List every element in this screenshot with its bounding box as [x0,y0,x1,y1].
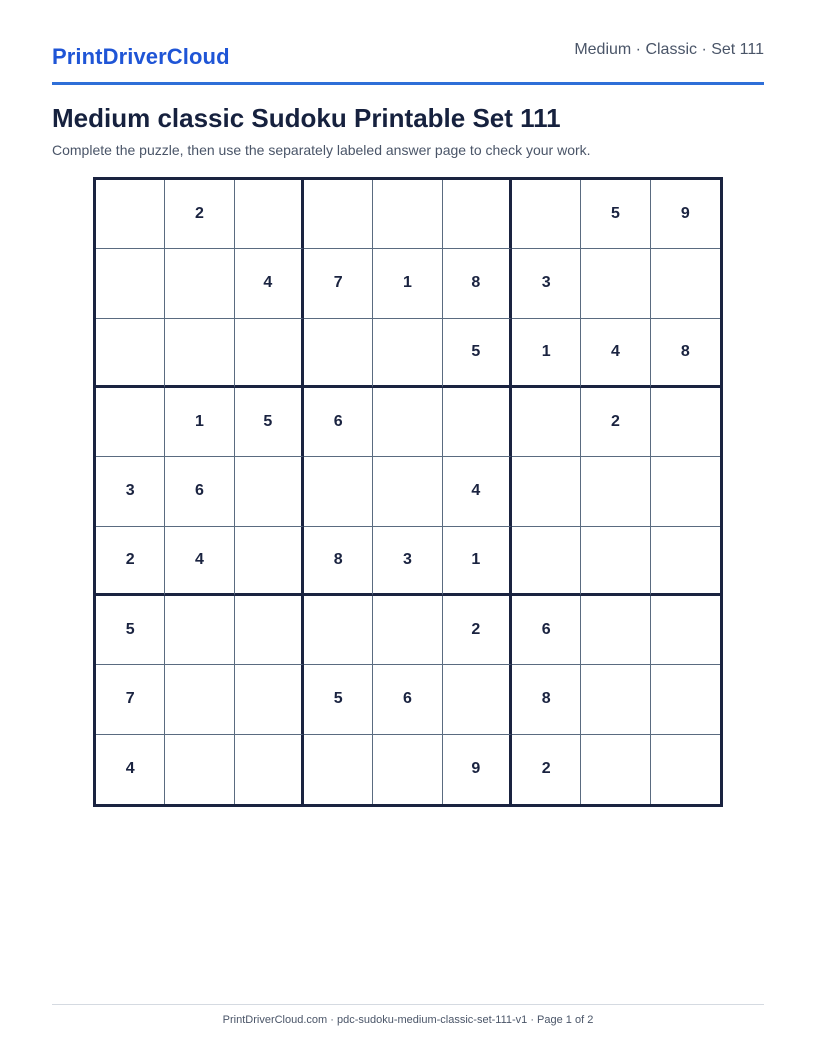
sudoku-cell [651,596,720,665]
sudoku-cell: 9 [651,180,720,249]
sudoku-cell [373,388,442,457]
sudoku-cell [373,180,442,249]
puzzle-meta: Medium · Classic · Set 111 [574,41,764,58]
sudoku-cell [165,665,234,734]
sudoku-cell: 6 [512,596,581,665]
sudoku-cell [581,457,650,526]
sudoku-cell [96,249,165,318]
sudoku-cell: 2 [165,180,234,249]
sudoku-cell: 6 [165,457,234,526]
sudoku-cell: 1 [373,249,442,318]
sudoku-cell [373,596,442,665]
sudoku-cell: 3 [512,249,581,318]
sudoku-cell: 5 [581,180,650,249]
sudoku-cell [651,249,720,318]
sudoku-cell [165,735,234,804]
sudoku-cell [304,319,373,388]
sudoku-cell [443,665,512,734]
page-header [52,0,764,86]
sudoku-cell [235,457,304,526]
sudoku-cell [651,665,720,734]
sudoku-cell: 1 [165,388,234,457]
sudoku-cell [304,596,373,665]
sudoku-cell [235,319,304,388]
sudoku-grid [93,177,723,807]
sudoku-cell [581,596,650,665]
sudoku-cell [581,735,650,804]
sudoku-cell: 5 [304,665,373,734]
sudoku-cell [304,735,373,804]
sudoku-cell [512,180,581,249]
sudoku-cell [512,388,581,457]
sudoku-cell [581,249,650,318]
sudoku-cell: 2 [443,596,512,665]
sudoku-cell: 6 [373,665,442,734]
sudoku-cell [651,457,720,526]
sudoku-cell [651,735,720,804]
sudoku-cell [581,527,650,596]
sudoku-cell: 5 [443,319,512,388]
page-title: Medium classic Sudoku Printable Set 111 [52,103,561,133]
sudoku-cell: 1 [512,319,581,388]
sudoku-cell: 5 [96,596,165,665]
sudoku-cell [235,527,304,596]
sudoku-cell: 7 [96,665,165,734]
page-footer: PrintDriverCloud.com · pdc-sudoku-medium-classic-set-111-v1 · Page 1 of 2 [222,1014,594,1026]
sudoku-cell [235,665,304,734]
sudoku-cell [165,249,234,318]
sudoku-cell [443,388,512,457]
sudoku-cell [651,527,720,596]
sudoku-cell [235,735,304,804]
sudoku-cell [373,735,442,804]
sudoku-cell: 4 [581,319,650,388]
sudoku-cell [373,319,442,388]
sudoku-cell [373,457,442,526]
brand-logo-text: PrintDriverCloud [52,44,230,69]
header-divider [52,82,764,85]
sudoku-cell [651,388,720,457]
sudoku-cell: 8 [512,665,581,734]
sudoku-cell [512,527,581,596]
sudoku-cell: 2 [581,388,650,457]
sudoku-cell: 5 [235,388,304,457]
sudoku-cell [96,180,165,249]
sudoku-cell [581,665,650,734]
sudoku-cell: 8 [304,527,373,596]
sudoku-cell: 1 [443,527,512,596]
sudoku-cell: 4 [443,457,512,526]
sudoku-cell: 2 [512,735,581,804]
sudoku-cell: 4 [96,735,165,804]
sudoku-cell [165,596,234,665]
sudoku-cell [165,319,234,388]
sudoku-cell: 8 [651,319,720,388]
sudoku-cell: 7 [304,249,373,318]
sudoku-cell: 3 [96,457,165,526]
sudoku-cell: 4 [235,249,304,318]
sudoku-cell [96,319,165,388]
sudoku-cell: 2 [96,527,165,596]
page-subtitle: Complete the puzzle, then use the separately labeled answer page to check your work. [52,142,591,158]
sudoku-cell: 4 [165,527,234,596]
sudoku-cell [512,457,581,526]
sudoku-cell [443,180,512,249]
sudoku-cell [304,180,373,249]
sudoku-cell: 3 [373,527,442,596]
sudoku-cell: 9 [443,735,512,804]
footer-divider [52,1004,764,1005]
sudoku-cell [235,180,304,249]
sudoku-cell [96,388,165,457]
sudoku-cell: 8 [443,249,512,318]
sudoku-cell [235,596,304,665]
sudoku-cell [304,457,373,526]
sudoku-cell: 6 [304,388,373,457]
